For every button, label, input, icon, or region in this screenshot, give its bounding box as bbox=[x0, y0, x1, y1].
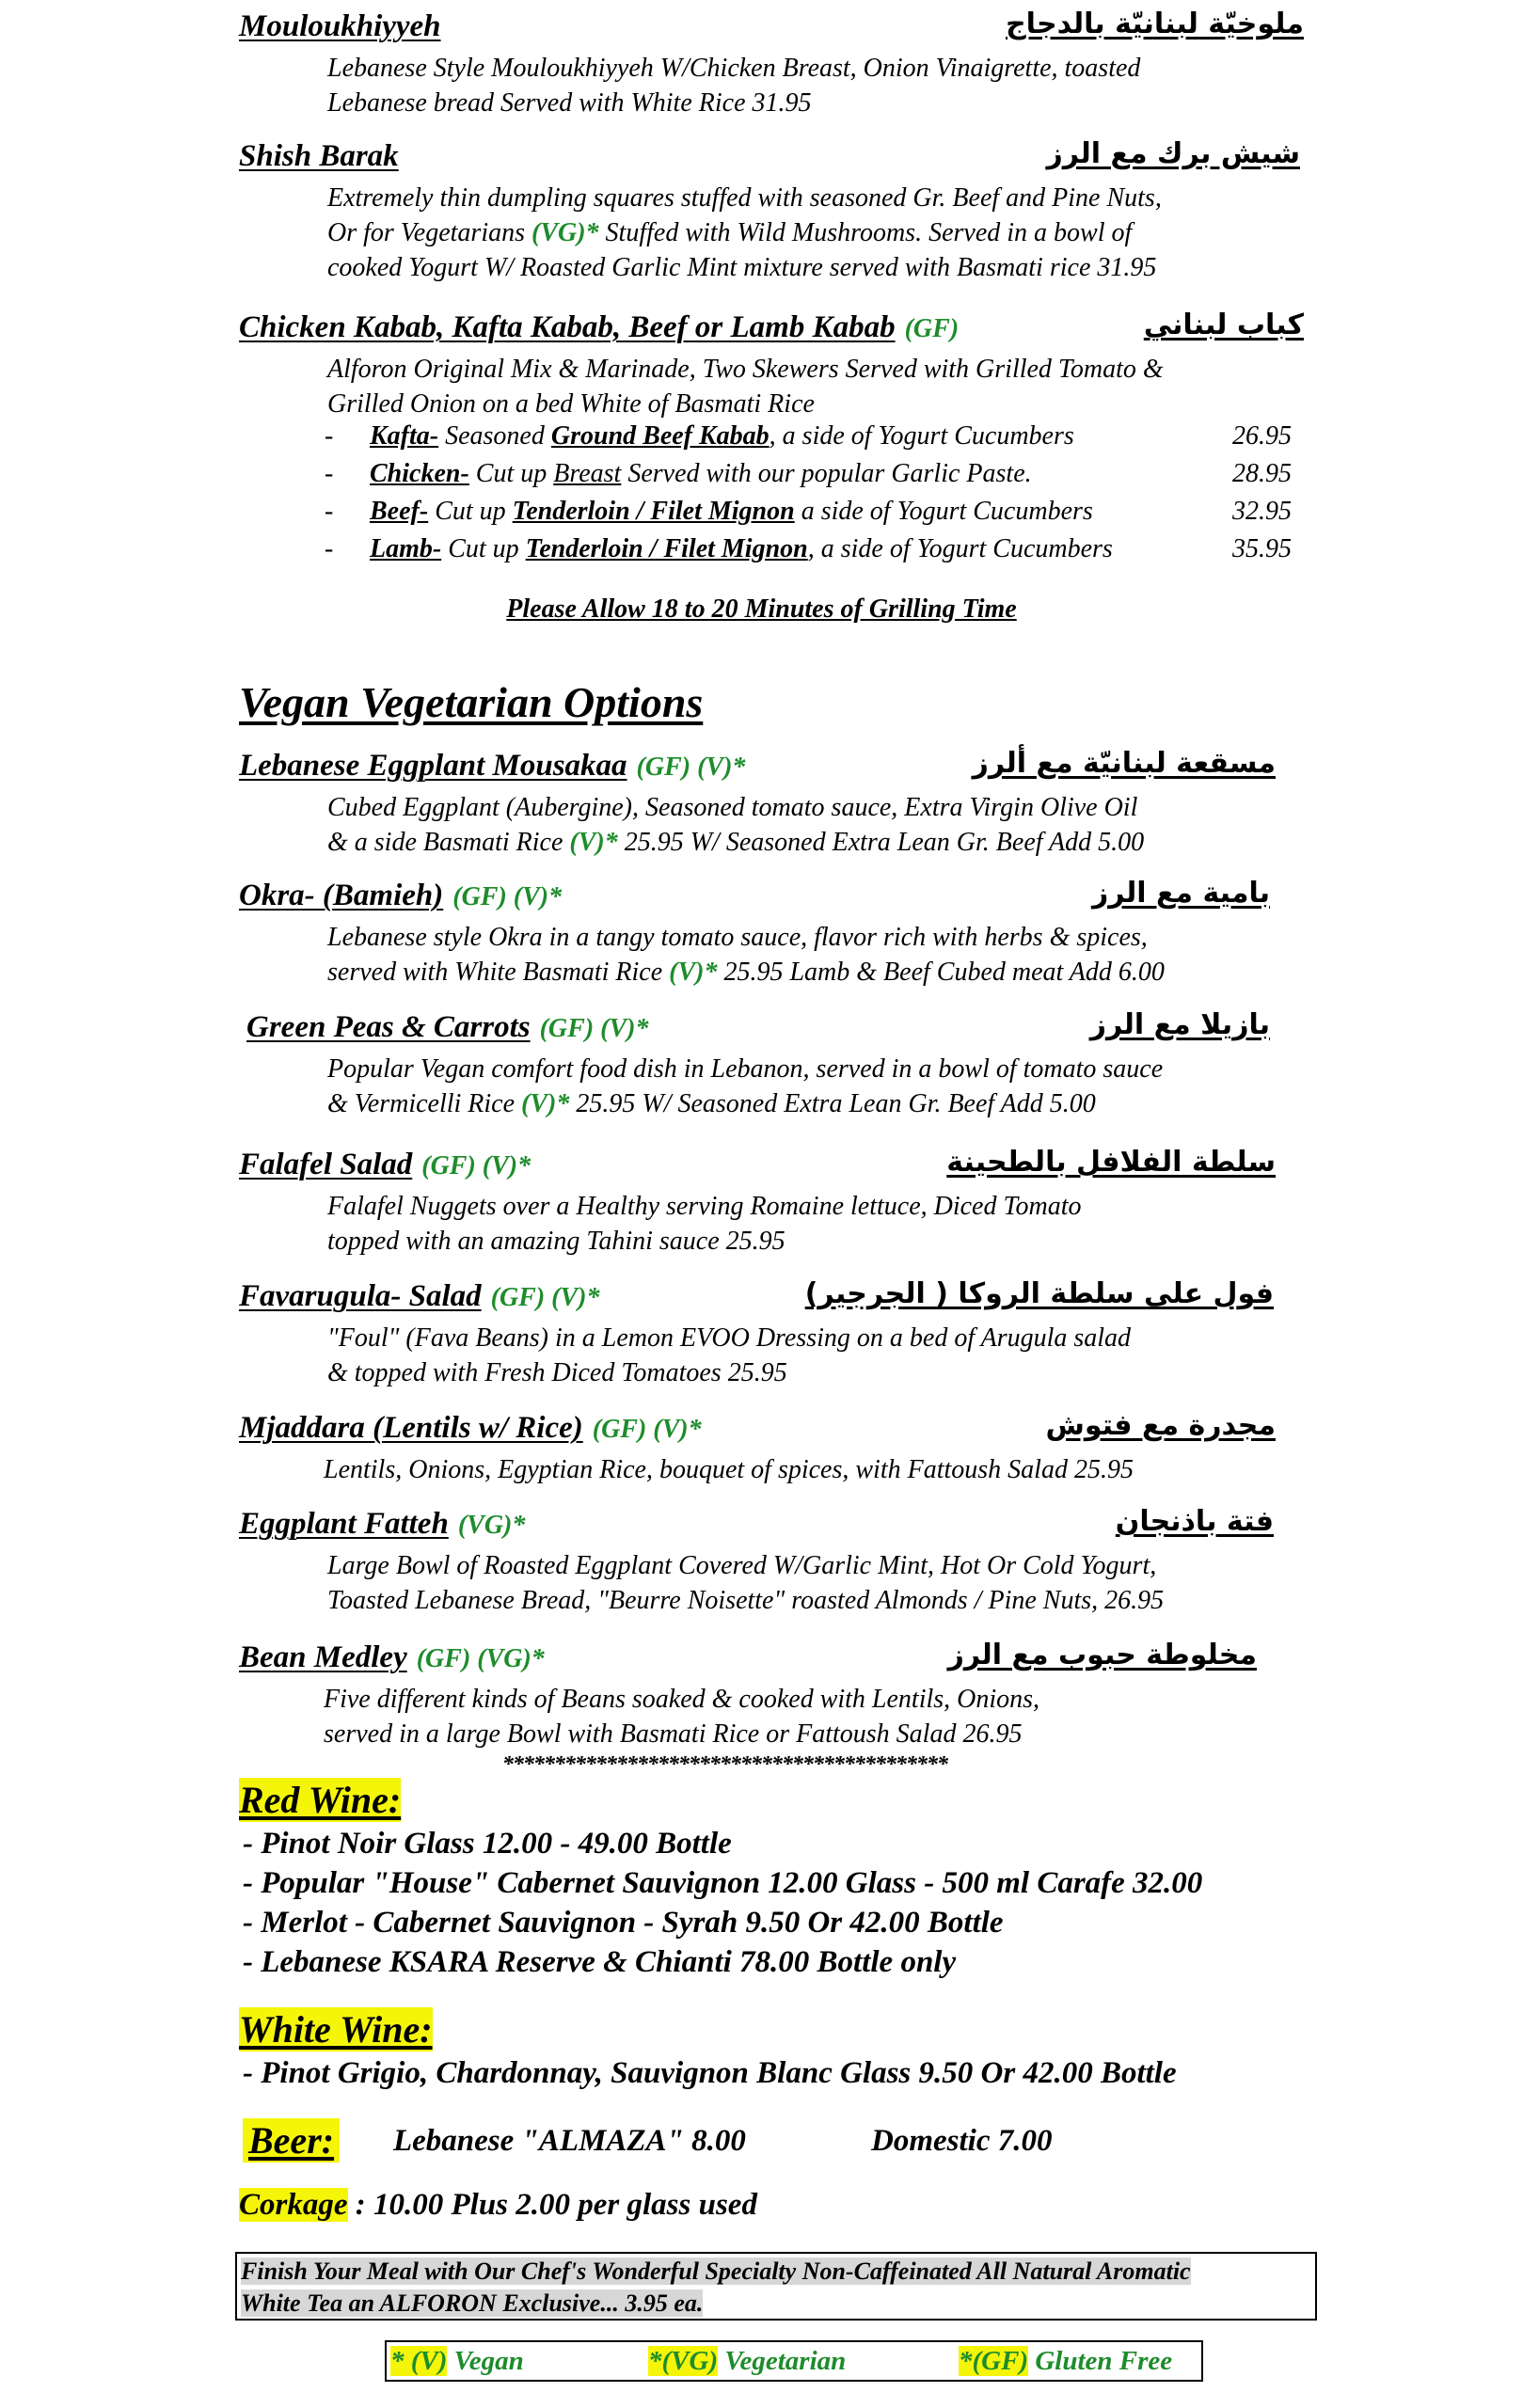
beer-heading: Beer: bbox=[243, 2118, 340, 2162]
item-arabic-name: فول على سلطة الروكا ( الجرجير) bbox=[804, 1277, 1274, 1310]
item-arabic-name: بامية مع الرز bbox=[1092, 877, 1270, 910]
item-name: Falafel Salad bbox=[239, 1148, 413, 1181]
kabab-option: - Chicken- Cut up Breast Served with our popular Garlic Paste. 28.95 bbox=[325, 455, 1322, 493]
corkage-label: Corkage bbox=[239, 2188, 348, 2222]
item-description: Extremely thin dumpling squares stuffed with seasoned Gr. Beef and Pine Nuts, Or for Vegetarians (VG)* Stuffed with Wild Mushrooms. Served in a bowl of cooked Yogurt W/ Roasted Garlic Mint mixture served with Basmati rice 31.95 bbox=[327, 183, 1162, 282]
item-arabic-name: فتة باذنجان bbox=[1115, 1505, 1274, 1538]
menu-item-shish-barak bbox=[239, 139, 1311, 285]
diet-tag: (GF) (VG)* bbox=[416, 1644, 545, 1673]
red-wine-line: - Lebanese KSARA Reserve & Chianti 78.00 Bottle only bbox=[243, 1945, 957, 1979]
gluten-free-tag: (GF) bbox=[904, 314, 960, 343]
kabab-option: - Kafta- Seasoned Ground Beef Kabab, a side of Yogurt Cucumbers 26.95 bbox=[325, 418, 1322, 455]
menu-item-favarugula-salad bbox=[239, 1279, 1311, 1390]
diet-tag: (GF) (V)* bbox=[490, 1283, 600, 1312]
item-arabic-name: شيش برك مع الرز bbox=[1046, 137, 1300, 170]
diet-legend bbox=[385, 2340, 1203, 2382]
diet-tag: (GF) (V)* bbox=[636, 752, 746, 782]
kabab-options-list bbox=[325, 418, 1322, 568]
white-wine-line: - Pinot Grigio, Chardonnay, Sauvignon Blanc Glass 9.50 Or 42.00 Bottle bbox=[243, 2056, 1177, 2090]
red-wine-line: - Popular "House" Cabernet Sauvignon 12.00 Glass - 500 ml Carafe 32.00 bbox=[243, 1866, 1203, 1900]
legend-gluten-free: *(GF) Gluten Free bbox=[959, 2346, 1173, 2376]
menu-item-mouloukhiyyeh bbox=[239, 9, 1311, 120]
item-name: Eggplant Fatteh bbox=[239, 1507, 449, 1541]
item-name: Shish Barak bbox=[239, 139, 399, 173]
item-name: Bean Medley bbox=[239, 1640, 407, 1674]
item-name: Favarugula- Salad bbox=[239, 1279, 482, 1313]
item-name: Chicken Kabab, Kafta Kabab, Beef or Lamb Kabab bbox=[239, 310, 896, 344]
item-description: Cubed Eggplant (Aubergine), Seasoned tomato sauce, Extra Virgin Olive Oil & a side Basmati Rice (V)* 25.95 W/ Seasoned Extra Lean Gr. Beef Add 5.00 bbox=[327, 793, 1145, 857]
menu-item-green-peas bbox=[246, 1010, 1319, 1121]
menu-item-mousakaa bbox=[239, 749, 1311, 860]
beer-local: Lebanese "ALMAZA" 8.00 bbox=[393, 2124, 746, 2158]
item-description: Lentils, Onions, Egyptian Rice, bouquet of spices, with Fattoush Salad 25.95 bbox=[324, 1455, 1134, 1484]
legend-vegetarian: *(VG) Vegetarian bbox=[648, 2346, 847, 2376]
diet-tag: (GF) (V)* bbox=[421, 1151, 531, 1180]
grilling-time-notice: Please Allow 18 to 20 Minutes of Grilling Time bbox=[506, 594, 1017, 624]
white-wine-heading: White Wine: bbox=[239, 2008, 433, 2051]
vegetarian-tag: (VG)* bbox=[531, 218, 599, 247]
item-arabic-name: كباب لبناني bbox=[1143, 309, 1304, 341]
corkage-line: Corkage : 10.00 Plus 2.00 per glass used bbox=[239, 2188, 757, 2222]
diet-tag: (GF) (V)* bbox=[592, 1415, 702, 1444]
beer-domestic: Domestic 7.00 bbox=[871, 2124, 1053, 2158]
diet-tag: (VG)* bbox=[457, 1511, 526, 1540]
option-price: 35.95 bbox=[1232, 534, 1292, 563]
item-description: Popular Vegan comfort food dish in Lebanon, served in a bowl of tomato sauce & Vermicelli Rice (V)* 25.95 W/ Seasoned Extra Lean Gr. Beef Add 5.00 bbox=[327, 1054, 1164, 1118]
item-arabic-name: بازيلا مع الرز bbox=[1089, 1008, 1270, 1041]
option-price: 32.95 bbox=[1232, 497, 1292, 526]
item-name: Mjaddara (Lentils w/ Rice) bbox=[239, 1411, 583, 1445]
red-wine-line: - Merlot - Cabernet Sauvignon - Syrah 9.50 Or 42.00 Bottle bbox=[243, 1906, 1004, 1940]
menu-item-mjaddara bbox=[239, 1411, 1311, 1487]
menu-item-falafel-salad bbox=[239, 1148, 1311, 1259]
legend-vegan: * (V) Vegan bbox=[390, 2346, 524, 2376]
diet-tag: (GF) (V)* bbox=[539, 1014, 649, 1043]
section-heading-vegan: Vegan Vegetarian Options bbox=[239, 678, 704, 726]
menu-item-eggplant-fatteh bbox=[239, 1507, 1311, 1618]
diet-tag: (GF) (V)* bbox=[452, 882, 563, 911]
item-arabic-name: سلطة الفلافل بالطحينة bbox=[946, 1146, 1276, 1179]
menu-item-okra bbox=[239, 879, 1311, 990]
kabab-option: - Lamb- Cut up Tenderloin / Filet Mignon, a side of Yogurt Cucumbers 35.95 bbox=[325, 531, 1322, 568]
red-wine-line: - Pinot Noir Glass 12.00 - 49.00 Bottle bbox=[243, 1827, 732, 1861]
item-name: Green Peas & Carrots bbox=[246, 1010, 531, 1044]
option-price: 28.95 bbox=[1232, 459, 1292, 488]
white-tea-note: Finish Your Meal with Our Chef's Wonderful Specialty Non-Caffeinated All Natural Aromatic White Tea an ALFORON Exclusive... 3.95 ea. bbox=[235, 2252, 1317, 2321]
item-description: Lebanese Style Mouloukhiyyeh W/Chicken Breast, Onion Vinaigrette, toasted Lebanese bread Served with White Rice 31.95 bbox=[327, 54, 1141, 118]
menu-item-bean-medley bbox=[239, 1640, 1311, 1751]
item-description: Lebanese style Okra in a tangy tomato sauce, flavor rich with herbs & spices, served with White Basmati Rice (V)* 25.95 Lamb & Beef Cubed meat Add 6.00 bbox=[327, 923, 1165, 987]
separator-stars: ******************************************* bbox=[502, 1752, 947, 1777]
item-description: Five different kinds of Beans soaked & cooked with Lentils, Onions, served in a large Bowl with Basmati Rice or Fattoush Salad 26.95 bbox=[324, 1685, 1040, 1749]
red-wine-heading: Red Wine: bbox=[239, 1779, 402, 1821]
item-description: Alforon Original Mix & Marinade, Two Skewers Served with Grilled Tomato & Grilled Onion on a bed White of Basmati Rice bbox=[327, 355, 1164, 419]
item-name: Mouloukhiyyeh bbox=[239, 9, 441, 43]
kabab-option: - Beef- Cut up Tenderloin / Filet Mignon a side of Yogurt Cucumbers 32.95 bbox=[325, 493, 1322, 531]
item-arabic-name: مجدرة مع فتوش bbox=[1045, 1409, 1276, 1442]
menu-item-kabab bbox=[239, 310, 1311, 421]
item-arabic-name: مخلوطة حبوب مع الرز bbox=[947, 1639, 1257, 1671]
item-description: Large Bowl of Roasted Eggplant Covered W/Garlic Mint, Hot Or Cold Yogurt, Toasted Lebanese Bread, "Beurre Noisette" roasted Almonds / Pine Nuts, 26.95 bbox=[327, 1551, 1165, 1615]
item-arabic-name: مسقعة لبنانيّة مع ألرز bbox=[972, 747, 1276, 780]
item-description: "Foul" (Fava Beans) in a Lemon EVOO Dressing on a bed of Arugula salad & topped with Fresh Diced Tomatoes 25.95 bbox=[327, 1323, 1132, 1387]
item-arabic-name: ملوخيّة لبنانيّة بالدجاج bbox=[1006, 8, 1304, 40]
option-price: 26.95 bbox=[1232, 421, 1292, 451]
item-name: Lebanese Eggplant Mousakaa bbox=[239, 749, 627, 783]
item-description: Falafel Nuggets over a Healthy serving Romaine lettuce, Diced Tomato topped with an amazing Tahini sauce 25.95 bbox=[327, 1192, 1082, 1256]
item-name: Okra- (Bamieh) bbox=[239, 879, 444, 912]
